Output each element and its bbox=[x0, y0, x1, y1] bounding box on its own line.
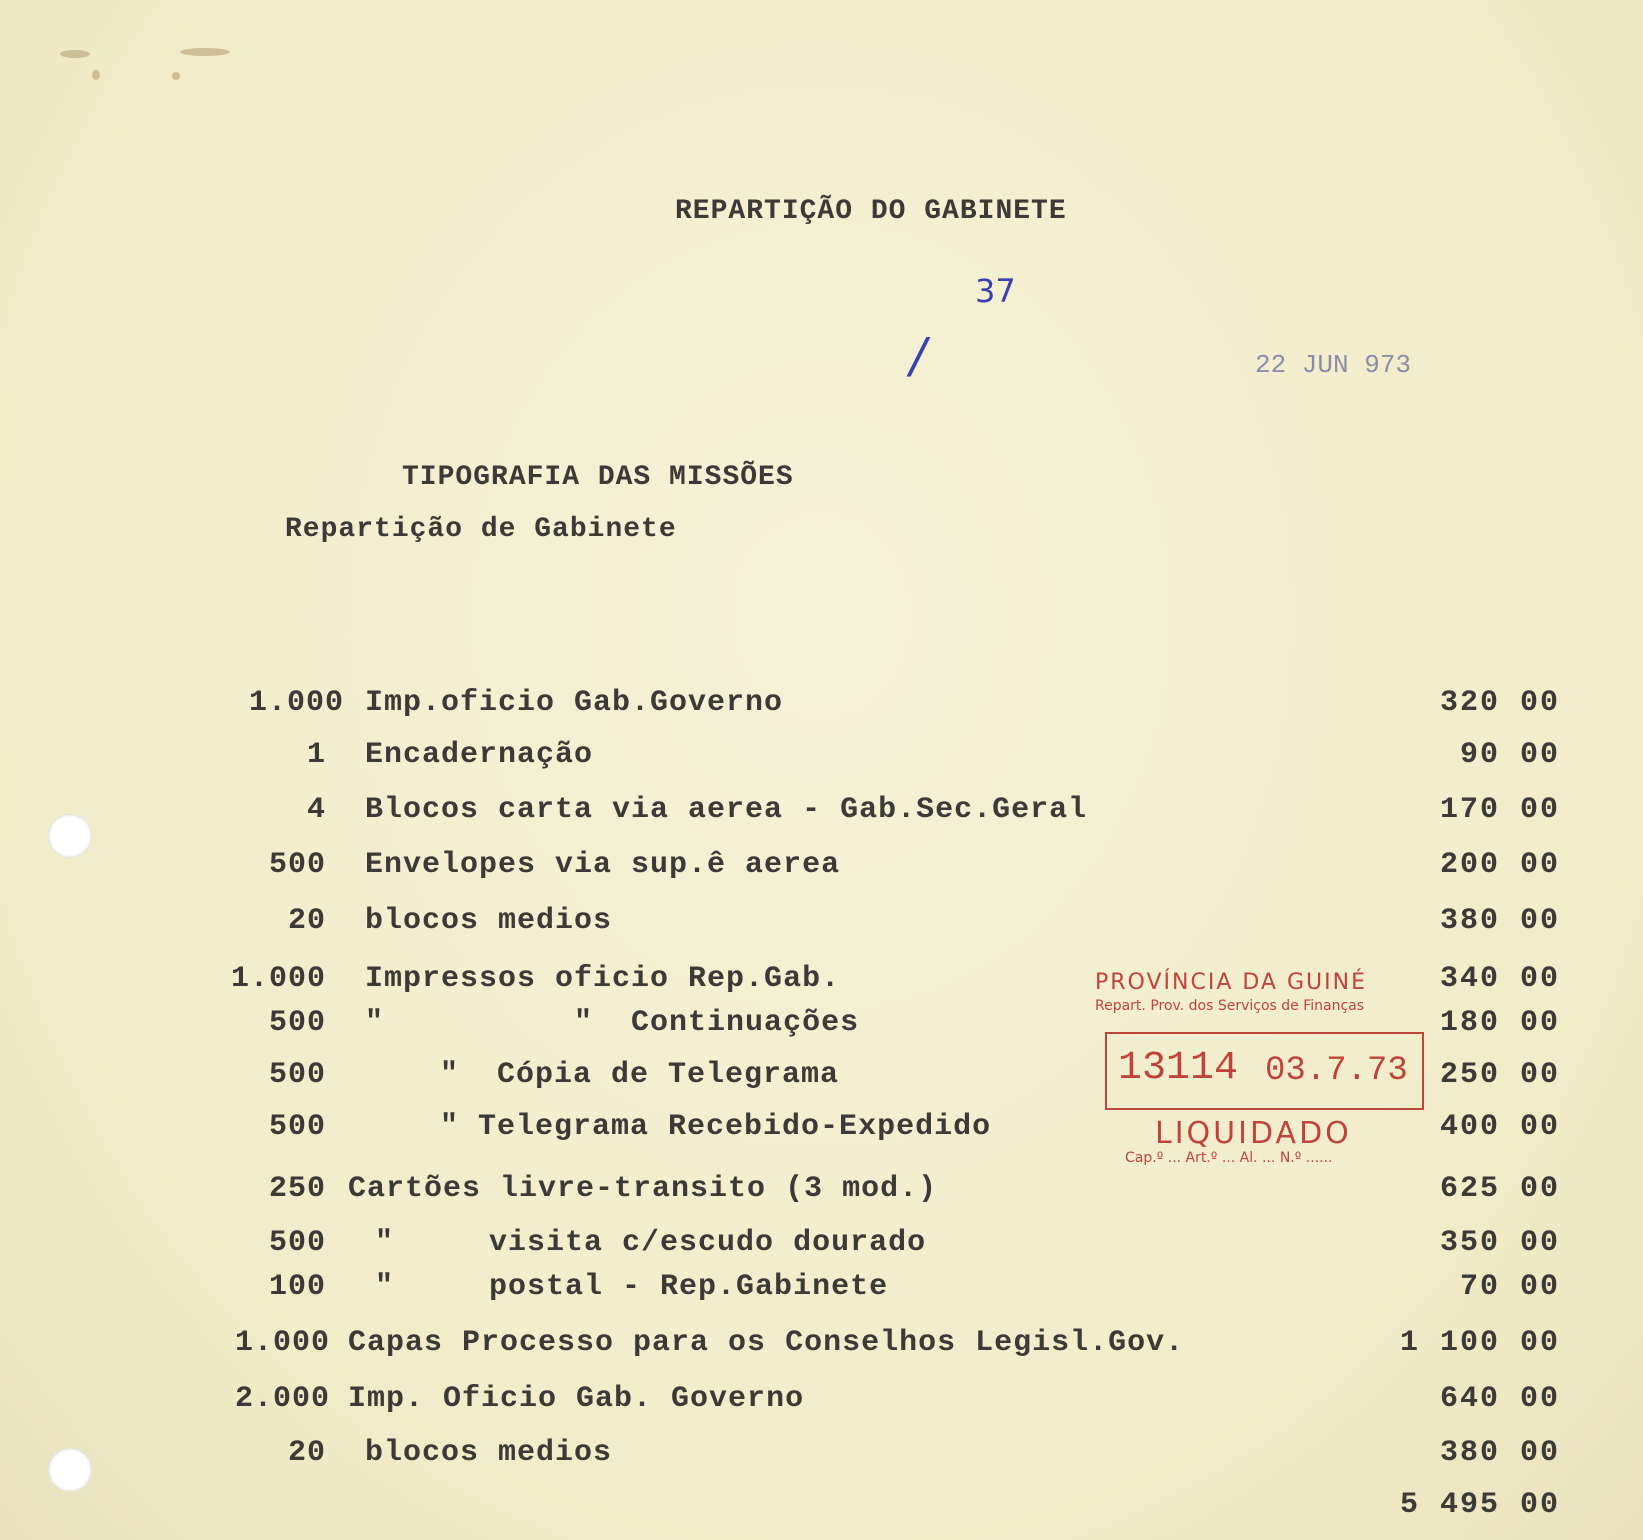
item-description: blocos medios bbox=[365, 904, 613, 938]
received-date-stamp: 22 JUN 973 bbox=[1255, 350, 1412, 380]
item-amount: 250 00 bbox=[1439, 1058, 1560, 1092]
item-quantity: 500 bbox=[268, 1058, 326, 1092]
item-amount: 380 00 bbox=[1439, 1436, 1560, 1470]
stain-mark bbox=[172, 72, 180, 80]
item-quantity: 1 bbox=[306, 738, 326, 772]
item-description: " postal - Rep.Gabinete bbox=[375, 1270, 889, 1304]
item-amount: 340 00 bbox=[1439, 962, 1560, 996]
stamp-department: Repart. Prov. dos Serviços de Finanças bbox=[1095, 998, 1365, 1014]
item-amount: 320 00 bbox=[1439, 686, 1560, 720]
stain-mark bbox=[60, 50, 90, 58]
item-amount: 180 00 bbox=[1439, 1006, 1560, 1040]
item-quantity: 100 bbox=[268, 1270, 326, 1304]
item-description: " Telegrama Recebido-Expedido bbox=[440, 1110, 992, 1144]
stain-mark bbox=[180, 48, 230, 56]
item-quantity: 500 bbox=[268, 1226, 326, 1260]
item-description: Blocos carta via aerea - Gab.Sec.Geral bbox=[365, 793, 1088, 827]
stain-mark bbox=[92, 70, 100, 80]
item-description: Imp. Oficio Gab. Governo bbox=[348, 1382, 805, 1416]
item-quantity: 500 bbox=[268, 1006, 326, 1040]
handwritten-number: 37 bbox=[975, 272, 1016, 310]
item-description: " Cópia de Telegrama bbox=[440, 1058, 840, 1092]
item-amount: 380 00 bbox=[1439, 904, 1560, 938]
item-amount: 640 00 bbox=[1439, 1382, 1560, 1416]
item-amount: 200 00 bbox=[1439, 848, 1560, 882]
item-quantity: 1.000 bbox=[248, 686, 344, 720]
item-description: Capas Processo para os Conselhos Legisl.Gov. bbox=[348, 1326, 1185, 1360]
item-amount: 70 00 bbox=[1459, 1270, 1560, 1304]
department-heading: REPARTIÇÃO DO GABINETE bbox=[675, 196, 1067, 227]
item-quantity: 1.000 bbox=[230, 962, 326, 996]
item-quantity: 20 bbox=[287, 904, 326, 938]
company-name: TIPOGRAFIA DAS MISSÕES bbox=[402, 462, 794, 493]
stamp-status: LIQUIDADO bbox=[1155, 1116, 1352, 1151]
item-quantity: 500 bbox=[268, 848, 326, 882]
punch-hole-bottom bbox=[48, 1448, 92, 1492]
item-quantity: 4 bbox=[306, 793, 326, 827]
item-amount: 1 100 00 bbox=[1399, 1326, 1560, 1360]
item-description: Cartões livre-transito (3 mod.) bbox=[348, 1172, 938, 1206]
item-description: Envelopes via sup.ê aerea bbox=[365, 848, 841, 882]
item-amount: 400 00 bbox=[1439, 1110, 1560, 1144]
item-amount: 350 00 bbox=[1439, 1226, 1560, 1260]
item-quantity: 250 bbox=[268, 1172, 326, 1206]
item-quantity: 1.000 bbox=[234, 1326, 330, 1360]
stamp-province: PROVÍNCIA DA GUINÉ bbox=[1095, 970, 1367, 995]
item-amount: 170 00 bbox=[1439, 793, 1560, 827]
item-description: Encadernação bbox=[365, 738, 594, 772]
item-quantity: 500 bbox=[268, 1110, 326, 1144]
punch-hole-top bbox=[48, 814, 92, 858]
stamp-number: 13114 bbox=[1118, 1046, 1239, 1091]
item-quantity: 20 bbox=[287, 1436, 326, 1470]
stamp-date: 03.7.73 bbox=[1265, 1052, 1408, 1090]
item-quantity: 2.000 bbox=[234, 1382, 330, 1416]
item-description: " visita c/escudo dourado bbox=[375, 1226, 927, 1260]
item-amount: 625 00 bbox=[1439, 1172, 1560, 1206]
stamp-footer: Cap.º ... Art.º ... Al. ... N.º ...... bbox=[1125, 1150, 1333, 1166]
invoice-total: 5 495 00 bbox=[1399, 1488, 1560, 1522]
item-amount: 90 00 bbox=[1459, 738, 1560, 772]
item-description: blocos medios bbox=[365, 1436, 613, 1470]
item-description: " " Continuações bbox=[365, 1006, 860, 1040]
handwritten-mark: / bbox=[910, 328, 927, 384]
addressee-department: Repartição de Gabinete bbox=[285, 514, 677, 545]
item-description: Imp.oficio Gab.Governo bbox=[365, 686, 784, 720]
item-description: Impressos oficio Rep.Gab. bbox=[365, 962, 841, 996]
